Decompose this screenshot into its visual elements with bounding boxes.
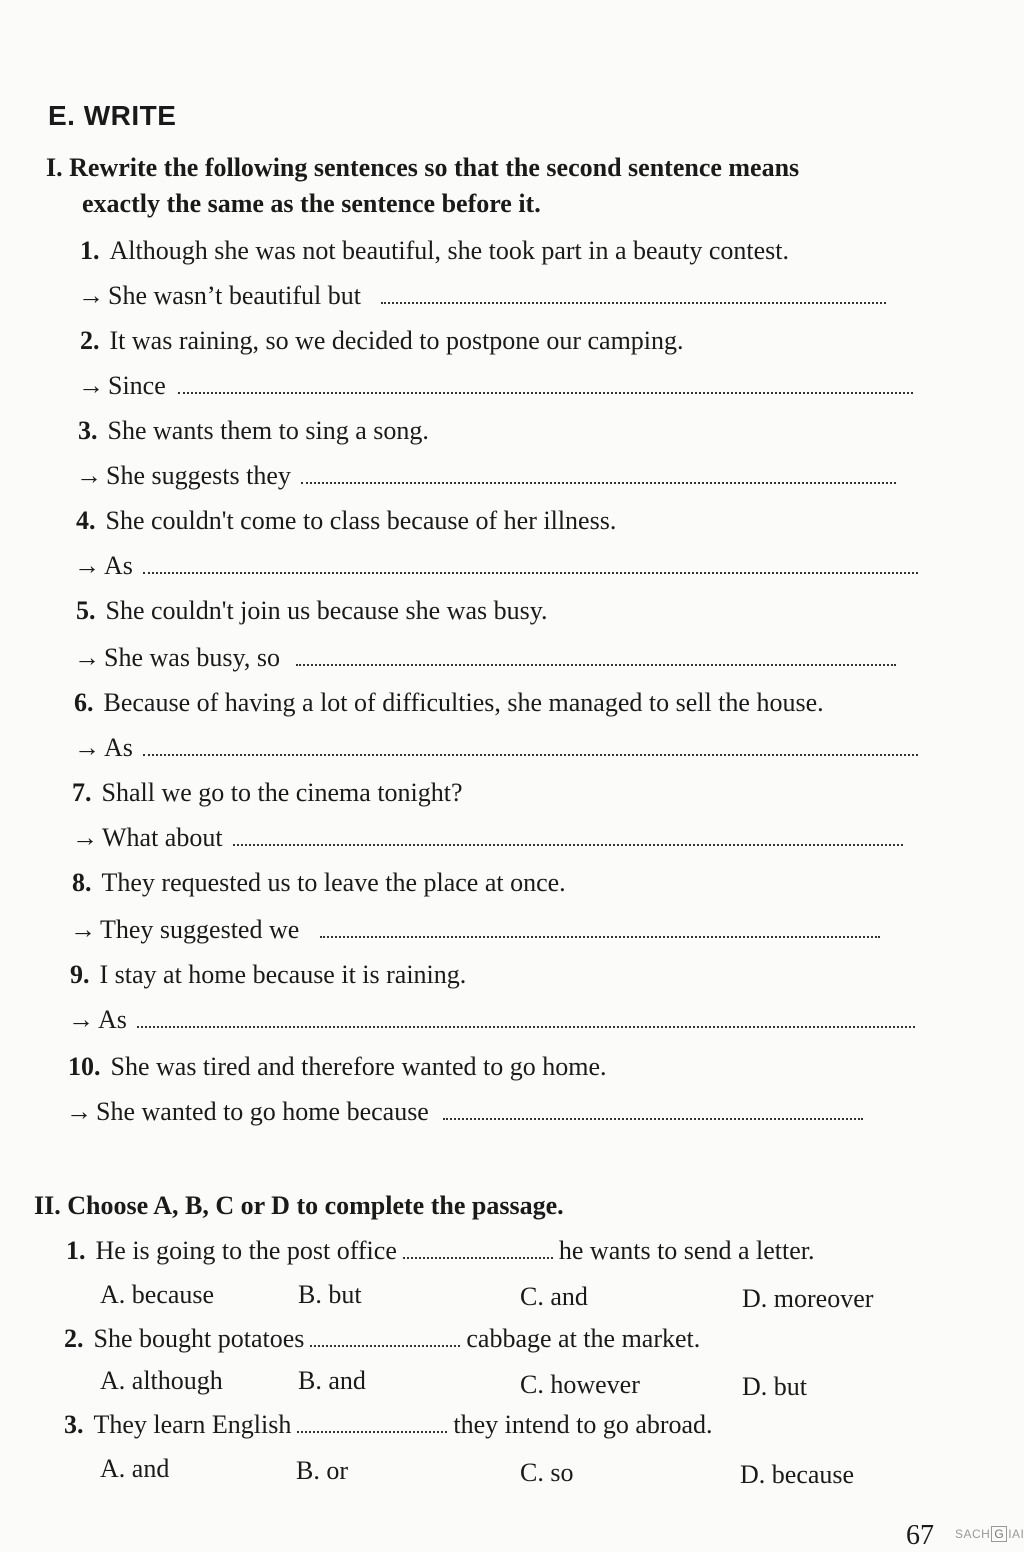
- rewrite-row: [74, 643, 896, 673]
- rewrite-prompt: She suggests they: [106, 461, 291, 490]
- exercise-sentence: [72, 778, 463, 808]
- option-a[interactable]: A. although: [100, 1366, 223, 1395]
- rewrite-prompt: She wasn’t beautiful but: [108, 281, 361, 310]
- original-sentence: She was tired and therefore wanted to go home.: [110, 1052, 607, 1081]
- item-number: 4.: [76, 506, 96, 535]
- rewrite-prompt: As: [98, 1005, 127, 1034]
- logo-text-right: IAI: [1008, 1527, 1024, 1541]
- answer-line[interactable]: [233, 838, 903, 846]
- mcq-question: [66, 1236, 814, 1266]
- question-blank[interactable]: [403, 1251, 553, 1259]
- arrow-icon: →: [70, 915, 96, 944]
- option-a[interactable]: A. because: [100, 1280, 215, 1309]
- item-number: 1.: [80, 236, 100, 265]
- original-sentence: I stay at home because it is raining.: [99, 960, 467, 989]
- arrow-icon: →: [74, 733, 100, 762]
- part1-instruction: [46, 150, 966, 222]
- original-sentence: She couldn't join us because she was busy.: [105, 596, 548, 625]
- option-d[interactable]: D. because: [740, 1460, 855, 1489]
- arrow-icon: →: [72, 823, 98, 852]
- exercise-sentence: [74, 688, 824, 718]
- rewrite-prompt: She wanted to go home because: [96, 1097, 429, 1126]
- original-sentence: They requested us to leave the place at once.: [101, 868, 566, 897]
- answer-line[interactable]: [296, 658, 896, 666]
- section-title: E. WRITE: [48, 100, 177, 131]
- item-number: 2.: [80, 326, 100, 355]
- item-number: 8.: [72, 868, 92, 897]
- question-text-before: She bought potatoes: [93, 1324, 305, 1353]
- rewrite-row: [78, 281, 886, 311]
- option-a[interactable]: A. and: [100, 1454, 170, 1483]
- question-text-after: he wants to send a letter.: [558, 1236, 815, 1265]
- arrow-icon: →: [66, 1097, 92, 1126]
- option-c[interactable]: C. however: [520, 1370, 640, 1399]
- rewrite-row: [68, 1005, 915, 1035]
- rewrite-prompt: As: [104, 551, 133, 580]
- rewrite-prompt: What about: [102, 823, 223, 852]
- part1-instruction-line2: exactly the same as the sentence before it.: [82, 189, 541, 218]
- answer-line[interactable]: [320, 930, 880, 938]
- arrow-icon: →: [78, 371, 104, 400]
- original-sentence: It was raining, so we decided to postpone our camping.: [109, 326, 684, 355]
- question-text-after: they intend to go abroad.: [453, 1410, 713, 1439]
- original-sentence: Because of having a lot of difficulties, she managed to sell the house.: [103, 688, 824, 717]
- rewrite-prompt: Since: [108, 371, 166, 400]
- item-number: 5.: [76, 596, 96, 625]
- question-blank[interactable]: [297, 1425, 447, 1433]
- rewrite-row: [76, 461, 896, 491]
- arrow-icon: →: [76, 461, 102, 490]
- option-b[interactable]: B. but: [298, 1280, 362, 1309]
- exercise-sentence: [72, 868, 566, 898]
- arrow-icon: →: [78, 281, 104, 310]
- answer-line[interactable]: [137, 1020, 915, 1028]
- question-text-before: He is going to the post office: [95, 1236, 397, 1265]
- rewrite-row: [74, 551, 918, 581]
- item-number: 9.: [70, 960, 90, 989]
- exercise-sentence: [68, 1052, 607, 1082]
- question-blank[interactable]: [310, 1339, 460, 1347]
- rewrite-row: [74, 733, 918, 763]
- part1-instruction-line1: I. Rewrite the following sentences so that the second sentence means: [46, 153, 800, 182]
- option-c[interactable]: C. so: [520, 1458, 574, 1487]
- answer-line[interactable]: [381, 296, 886, 304]
- exercise-sentence: [76, 596, 548, 626]
- answer-line[interactable]: [143, 748, 918, 756]
- rewrite-row: [78, 371, 913, 401]
- question-text-after: cabbage at the market.: [466, 1324, 701, 1353]
- page-number: 67: [906, 1520, 934, 1551]
- option-d[interactable]: D. but: [742, 1372, 807, 1401]
- exercise-sentence: [76, 506, 616, 536]
- rewrite-row: [72, 823, 903, 853]
- part2-instruction: II. Choose A, B, C or D to complete the passage.: [34, 1191, 564, 1220]
- rewrite-prompt: They suggested we: [100, 915, 300, 944]
- mcq-question: [64, 1324, 700, 1354]
- answer-line[interactable]: [178, 386, 913, 394]
- publisher-logo: [955, 1527, 1024, 1541]
- original-sentence: Although she was not beautiful, she took part in a beauty contest.: [109, 236, 789, 265]
- question-text-before: They learn English: [93, 1410, 292, 1439]
- item-number: 6.: [74, 688, 94, 717]
- option-d[interactable]: D. moreover: [742, 1284, 874, 1313]
- rewrite-prompt: As: [104, 733, 133, 762]
- rewrite-row: [66, 1097, 863, 1127]
- exercise-sentence: [70, 960, 466, 990]
- logo-text-left: SACH: [955, 1527, 991, 1541]
- arrow-icon: →: [74, 643, 100, 672]
- option-b[interactable]: B. and: [298, 1366, 366, 1395]
- rewrite-prompt: She was busy, so: [104, 643, 280, 672]
- option-c[interactable]: C. and: [520, 1282, 588, 1311]
- question-number: 2.: [64, 1324, 84, 1353]
- arrow-icon: →: [68, 1005, 94, 1034]
- question-number: 1.: [66, 1236, 86, 1265]
- mcq-question: [64, 1410, 713, 1440]
- answer-line[interactable]: [143, 566, 918, 574]
- item-number: 3.: [78, 416, 98, 445]
- exercise-sentence: [80, 326, 684, 356]
- option-b[interactable]: B. or: [296, 1456, 348, 1485]
- exercise-sentence: [78, 416, 429, 446]
- original-sentence: Shall we go to the cinema tonight?: [101, 778, 463, 807]
- original-sentence: She couldn't come to class because of her illness.: [105, 506, 617, 535]
- answer-line[interactable]: [301, 476, 896, 484]
- rewrite-row: [70, 915, 880, 945]
- question-number: 3.: [64, 1410, 84, 1439]
- logo-box: G: [991, 1526, 1007, 1542]
- answer-line[interactable]: [443, 1112, 863, 1120]
- item-number: 10.: [68, 1052, 101, 1081]
- item-number: 7.: [72, 778, 92, 807]
- original-sentence: She wants them to sing a song.: [107, 416, 429, 445]
- arrow-icon: →: [74, 551, 100, 580]
- exercise-sentence: [80, 236, 789, 266]
